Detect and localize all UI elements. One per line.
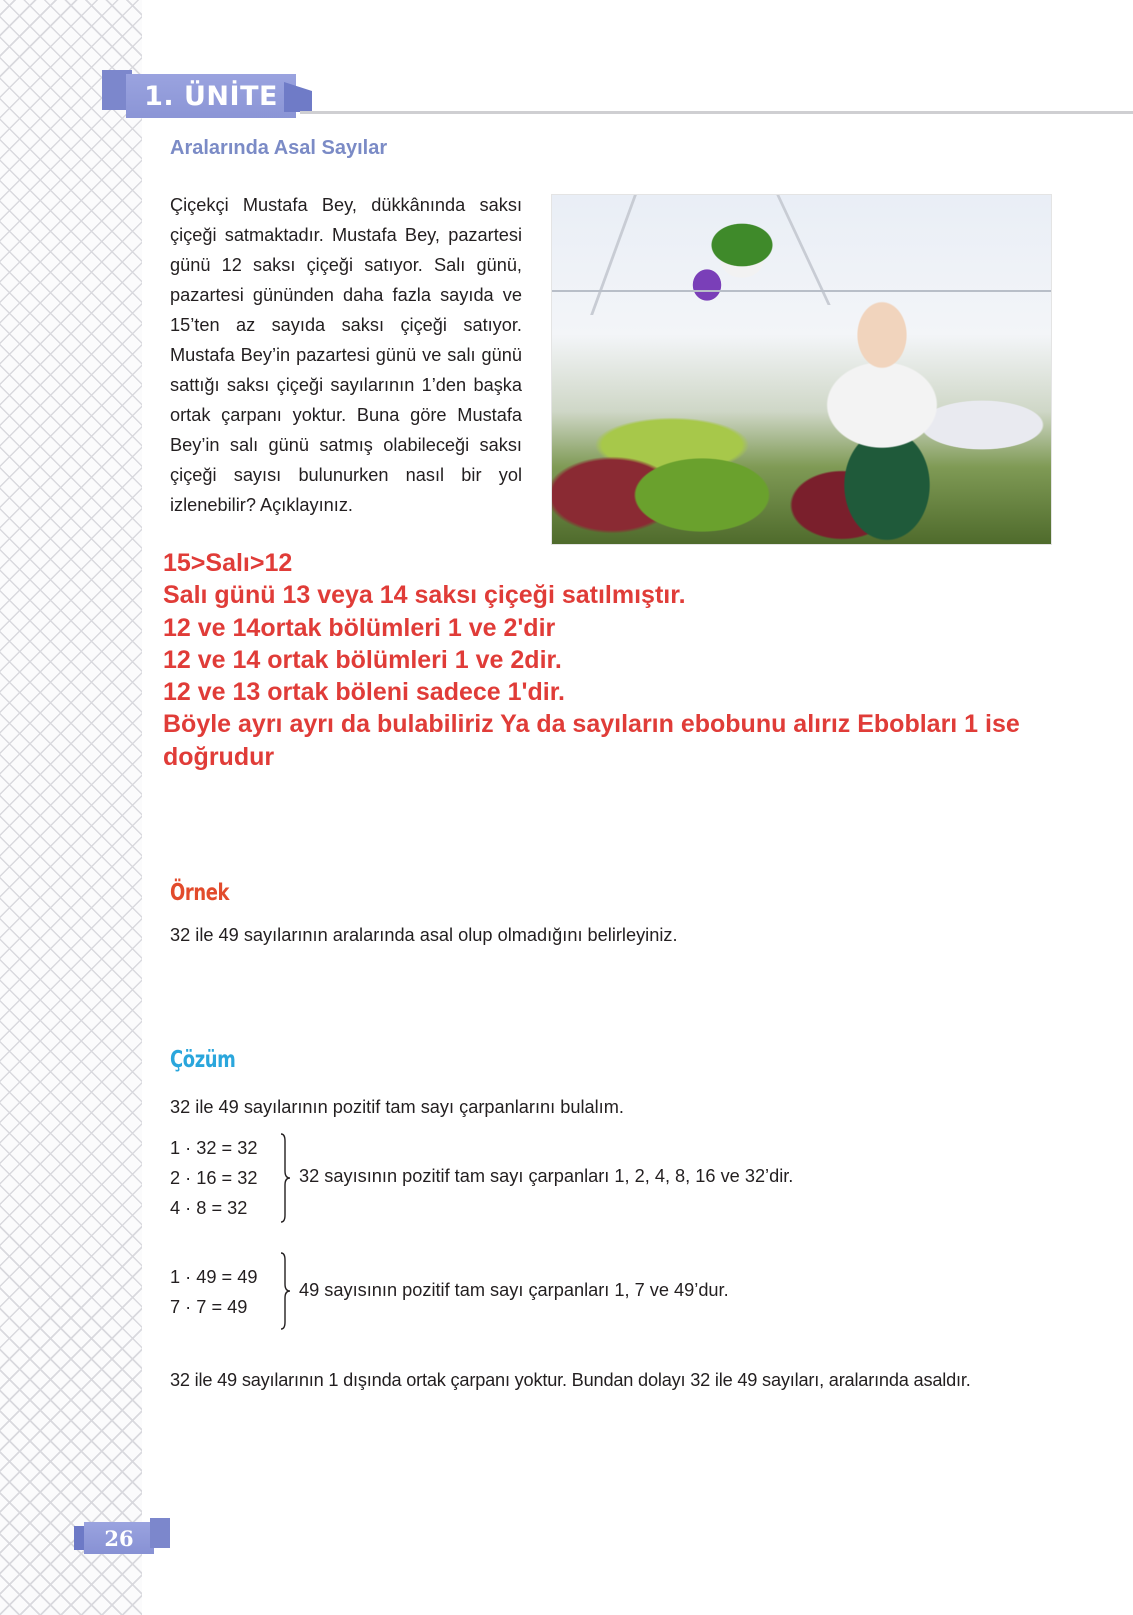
example-question: 32 ile 49 sayılarının aralarında asal olup olmadığını belirleyiniz.	[170, 925, 678, 945]
answer-line: Salı günü 13 veya 14 saksı çiçeği satılmıştır.	[163, 581, 686, 610]
factors-description-32: 32 sayısının pozitif tam sayı çarpanları 1, 2, 4, 8, 16 ve 32’dir.	[299, 1166, 794, 1186]
page-number: 26	[104, 1525, 134, 1551]
answer-line: 15>Salı>12	[163, 549, 293, 577]
answer-line: 12 ve 14 ortak bölümleri 1 ve 2dir.	[163, 645, 562, 674]
answer-line: doğrudur	[163, 742, 275, 771]
equation: 2 · 16 = 32	[170, 1168, 258, 1188]
answer-line: 12 ve 13 ortak böleni sadece 1'dir.	[163, 678, 565, 707]
unit-banner	[102, 68, 312, 118]
equation: 7 · 7 = 49	[170, 1297, 248, 1317]
section-title: Aralarında Asal Sayılar	[170, 137, 388, 159]
equation: 1 · 49 = 49	[170, 1267, 258, 1287]
unit-label: 1. ÜNİTE	[144, 80, 278, 112]
right-brace-icon	[280, 1133, 292, 1223]
factors-description-49: 49 sayısının pozitif tam sayı çarpanları 1, 7 ve 49’dur.	[299, 1280, 729, 1300]
header-divider	[300, 111, 1133, 114]
example-heading: Örnek	[170, 880, 230, 906]
equation: 1 · 32 = 32	[170, 1138, 258, 1158]
greenhouse-photo	[551, 194, 1052, 545]
solution-intro: 32 ile 49 sayılarının pozitif tam sayı çarpanlarını bulalım.	[170, 1097, 624, 1117]
decorative-lattice-margin	[0, 0, 142, 1615]
solution-conclusion: 32 ile 49 sayılarının 1 dışında ortak çarpanı yoktur. Bundan dolayı 32 ile 49 sayıları, aralarında asaldır.	[170, 1370, 971, 1390]
answer-line: Böyle ayrı ayrı da bulabiliriz Ya da sayıların ebobunu alırız Ebobları 1 ise	[163, 710, 1020, 739]
equation-group-49	[170, 1262, 257, 1322]
answer-line: 12 ve 14ortak bölümleri 1 ve 2'dir	[163, 613, 556, 642]
page-number-badge	[74, 1518, 170, 1554]
equation: 4 · 8 = 32	[170, 1198, 248, 1218]
equation-group-32	[170, 1133, 257, 1223]
solution-heading: Çözüm	[170, 1047, 236, 1073]
intro-paragraph: Çiçekçi Mustafa Bey, dükkânında saksı çiçeği satmaktadır. Mustafa Bey, pazartesi günü 12 saksı çiçeği satıyor. Salı günü, pazartesi gününden daha fazla sayıda ve 15’ten az sayıda saksı çiçeği satıyor. Mustafa Bey’in pazartesi günü ve salı günü sattığı saksı çiçeği sayılarının 1’den başka ortak çarpanı yoktur. Buna göre Mustafa Bey’in salı günü satmış olabileceği saksı çiçeği sayısı bulunurken nasıl bir yol izlenebilir? Açıklayınız.	[170, 195, 522, 515]
right-brace-icon	[280, 1252, 292, 1330]
handwritten-answer	[163, 547, 1093, 787]
